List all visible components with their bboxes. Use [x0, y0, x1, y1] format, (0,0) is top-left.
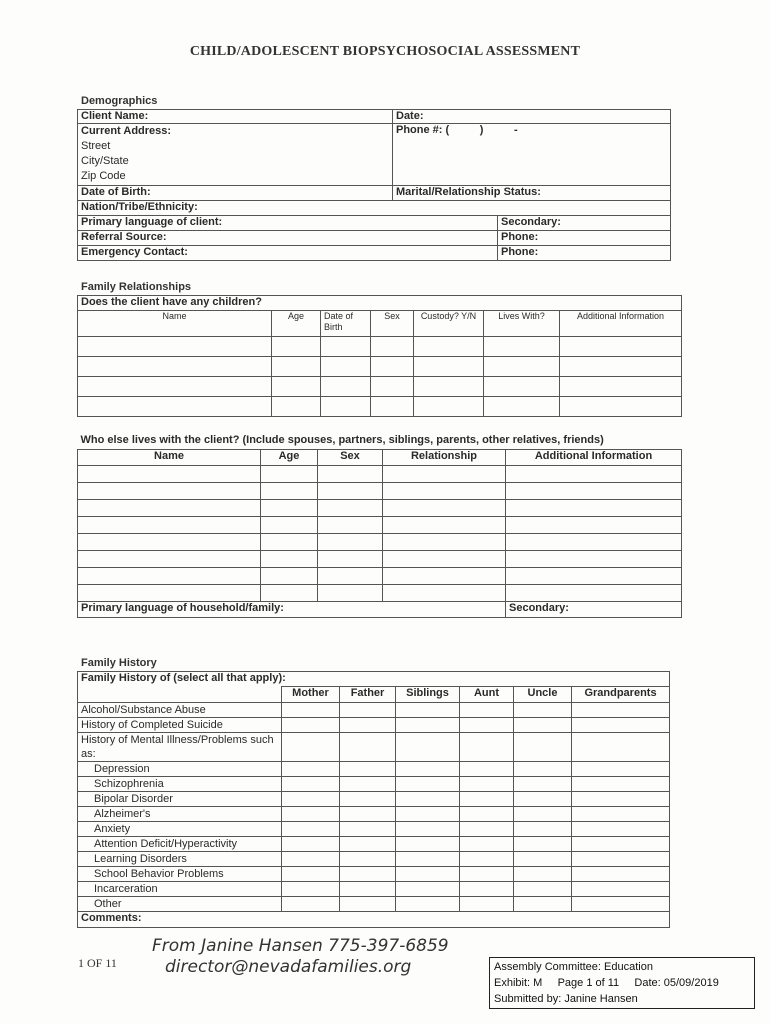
- handwritten-note-line1: From Janine Hansen 775-397-6859: [152, 936, 449, 956]
- table-row[interactable]: [78, 867, 670, 882]
- history-checkbox-cell[interactable]: [514, 897, 572, 912]
- col-mother: Mother: [282, 687, 340, 703]
- table-row[interactable]: [78, 337, 682, 357]
- history-checkbox-cell[interactable]: [460, 822, 514, 837]
- history-checkbox-cell[interactable]: [572, 718, 670, 733]
- history-checkbox-cell[interactable]: [282, 718, 340, 733]
- history-checkbox-cell[interactable]: [572, 882, 670, 897]
- history-checkbox-cell[interactable]: [282, 822, 340, 837]
- history-checkbox-cell[interactable]: [396, 882, 460, 897]
- col-name: Name: [78, 311, 272, 337]
- history-checkbox-cell[interactable]: [460, 852, 514, 867]
- table-row[interactable]: [78, 777, 670, 792]
- household-table: [77, 434, 682, 618]
- current-address-label: Current Address:: [81, 125, 172, 137]
- history-checkbox-cell[interactable]: [396, 762, 460, 777]
- history-checkbox-cell[interactable]: [514, 882, 572, 897]
- city-state-label: City/State: [81, 155, 129, 167]
- history-row-label: Depression: [78, 762, 282, 777]
- history-row-label: Anxiety: [78, 822, 282, 837]
- col-custody: Custody? Y/N: [414, 311, 484, 337]
- table-row[interactable]: [78, 703, 670, 718]
- col-age: Age: [261, 449, 318, 465]
- history-checkbox-cell[interactable]: [514, 762, 572, 777]
- history-checkbox-cell[interactable]: [340, 792, 396, 807]
- history-checkbox-cell[interactable]: [514, 822, 572, 837]
- history-checkbox-cell[interactable]: [282, 777, 340, 792]
- children-header-row: [78, 311, 682, 337]
- history-checkbox-cell[interactable]: [460, 703, 514, 718]
- history-row-label: History of Mental Illness/Problems such as:: [78, 733, 282, 762]
- history-checkbox-cell[interactable]: [514, 837, 572, 852]
- col-father: Father: [340, 687, 396, 703]
- history-checkbox-cell[interactable]: [572, 777, 670, 792]
- family-history-heading: Family History: [81, 657, 157, 669]
- history-checkbox-cell[interactable]: [572, 837, 670, 852]
- household-question: Who else lives with the client? (Include spouses, partners, siblings, parents, other relatives, friends): [78, 434, 682, 449]
- history-checkbox-cell[interactable]: [572, 852, 670, 867]
- history-checkbox-cell[interactable]: [282, 867, 340, 882]
- table-row[interactable]: [78, 882, 670, 897]
- col-additional-info: Additional Information: [560, 311, 682, 337]
- children-question: Does the client have any children?: [78, 296, 682, 311]
- history-checkbox-cell[interactable]: [282, 897, 340, 912]
- history-checkbox-cell[interactable]: [460, 733, 514, 762]
- history-checkbox-cell[interactable]: [340, 762, 396, 777]
- family-history-prompt: Family History of (select all that apply):: [78, 672, 670, 687]
- history-checkbox-cell[interactable]: [514, 807, 572, 822]
- comments-field[interactable]: Comments:: [78, 912, 670, 928]
- history-checkbox-cell[interactable]: [572, 807, 670, 822]
- handwritten-note-line2: director@nevadafamilies.org: [165, 957, 412, 977]
- history-checkbox-cell[interactable]: [340, 807, 396, 822]
- history-checkbox-cell[interactable]: [460, 867, 514, 882]
- history-checkbox-cell[interactable]: [514, 718, 572, 733]
- history-checkbox-cell[interactable]: [396, 777, 460, 792]
- history-checkbox-cell[interactable]: [396, 792, 460, 807]
- history-checkbox-cell[interactable]: [572, 792, 670, 807]
- history-checkbox-cell[interactable]: [572, 762, 670, 777]
- col-age: Age: [272, 311, 321, 337]
- emergency-contact-field[interactable]: Emergency Contact:: [78, 246, 498, 261]
- table-row[interactable]: [78, 762, 670, 777]
- phone-field[interactable]: Phone #: ( ) -: [393, 124, 671, 186]
- history-row-label: History of Completed Suicide: [78, 718, 282, 733]
- table-row[interactable]: [78, 533, 682, 550]
- col-sex: Sex: [371, 311, 414, 337]
- dob-field[interactable]: Date of Birth:: [78, 186, 393, 201]
- history-checkbox-cell[interactable]: [340, 837, 396, 852]
- history-checkbox-cell[interactable]: [514, 852, 572, 867]
- history-checkbox-cell[interactable]: [282, 733, 340, 762]
- table-row[interactable]: [78, 733, 670, 762]
- secondary-language-field[interactable]: Secondary:: [498, 216, 671, 231]
- history-checkbox-cell[interactable]: [514, 867, 572, 882]
- history-row-label: Bipolar Disorder: [78, 792, 282, 807]
- col-relationship: Relationship: [383, 449, 506, 465]
- children-table: [77, 295, 682, 417]
- history-row-label: Learning Disorders: [78, 852, 282, 867]
- history-checkbox-cell[interactable]: [396, 807, 460, 822]
- referral-field[interactable]: Referral Source:: [78, 231, 498, 246]
- history-checkbox-cell[interactable]: [340, 882, 396, 897]
- table-row[interactable]: [78, 357, 682, 377]
- history-checkbox-cell[interactable]: [460, 762, 514, 777]
- history-checkbox-cell[interactable]: [396, 703, 460, 718]
- client-name-field[interactable]: Client Name:: [78, 110, 393, 124]
- history-row-label: Other: [78, 897, 282, 912]
- history-checkbox-cell[interactable]: [572, 703, 670, 718]
- zip-label: Zip Code: [81, 170, 126, 182]
- family-relationships-heading: Family Relationships: [81, 281, 192, 293]
- history-checkbox-cell[interactable]: [514, 792, 572, 807]
- col-grandparents: Grandparents: [572, 687, 670, 703]
- history-checkbox-cell[interactable]: [572, 822, 670, 837]
- family-history-header-row: [78, 687, 670, 703]
- table-row[interactable]: [78, 837, 670, 852]
- document-title: CHILD/ADOLESCENT BIOPSYCHOSOCIAL ASSESSMENT: [189, 44, 581, 59]
- history-checkbox-cell[interactable]: [396, 718, 460, 733]
- table-row[interactable]: [78, 897, 670, 912]
- history-checkbox-cell[interactable]: [396, 837, 460, 852]
- history-checkbox-cell[interactable]: [282, 882, 340, 897]
- primary-language-field[interactable]: Primary language of client:: [78, 216, 498, 231]
- history-checkbox-cell[interactable]: [514, 703, 572, 718]
- col-name: Name: [78, 449, 261, 465]
- table-row[interactable]: [78, 465, 682, 482]
- history-checkbox-cell[interactable]: [340, 867, 396, 882]
- household-language-field[interactable]: Primary language of household/family:: [78, 601, 506, 617]
- col-uncle: Uncle: [514, 687, 572, 703]
- table-row[interactable]: [78, 397, 682, 417]
- stamp-submitted: Submitted by: Janine Hansen: [494, 993, 638, 1005]
- history-checkbox-cell[interactable]: [340, 703, 396, 718]
- history-checkbox-cell[interactable]: [340, 852, 396, 867]
- history-checkbox-cell[interactable]: [282, 807, 340, 822]
- table-row[interactable]: [78, 567, 682, 584]
- history-checkbox-cell[interactable]: [572, 897, 670, 912]
- history-checkbox-cell[interactable]: [340, 897, 396, 912]
- history-checkbox-cell[interactable]: [396, 822, 460, 837]
- table-row[interactable]: [78, 852, 670, 867]
- household-secondary-field[interactable]: Secondary:: [506, 601, 682, 617]
- table-row[interactable]: [78, 584, 682, 601]
- history-checkbox-cell[interactable]: [460, 792, 514, 807]
- table-row[interactable]: [78, 807, 670, 822]
- col-additional-info: Additional Information: [506, 449, 682, 465]
- emergency-phone-field[interactable]: Phone:: [498, 246, 671, 261]
- history-checkbox-cell[interactable]: [396, 867, 460, 882]
- marital-status-field[interactable]: Marital/Relationship Status:: [393, 186, 671, 201]
- history-checkbox-cell[interactable]: [340, 733, 396, 762]
- history-row-label: Incarceration: [78, 882, 282, 897]
- history-checkbox-cell[interactable]: [460, 837, 514, 852]
- date-field[interactable]: Date:: [393, 110, 671, 124]
- table-row[interactable]: [78, 792, 670, 807]
- col-sex: Sex: [318, 449, 383, 465]
- history-checkbox-cell[interactable]: [460, 897, 514, 912]
- history-row-label: Schizophrenia: [78, 777, 282, 792]
- col-siblings: Siblings: [396, 687, 460, 703]
- col-lives-with: Lives With?: [484, 311, 560, 337]
- history-checkbox-cell[interactable]: [340, 822, 396, 837]
- table-row[interactable]: [78, 377, 682, 397]
- history-checkbox-cell[interactable]: [460, 777, 514, 792]
- history-checkbox-cell[interactable]: [460, 718, 514, 733]
- table-row[interactable]: [78, 499, 682, 516]
- history-row-label: Attention Deficit/Hyperactivity: [78, 837, 282, 852]
- history-row-label: Alcohol/Substance Abuse: [78, 703, 282, 718]
- stamp-committee: Assembly Committee: Education: [494, 961, 653, 973]
- street-label: Street: [81, 140, 111, 152]
- demographics-table: [77, 109, 671, 261]
- history-checkbox-cell[interactable]: [396, 852, 460, 867]
- demographics-heading: Demographics: [81, 95, 158, 107]
- table-row[interactable]: [78, 482, 682, 499]
- history-checkbox-cell[interactable]: [282, 837, 340, 852]
- page-number: 1 OF 11: [78, 956, 117, 970]
- stamp-exhibit: Exhibit: M Page 1 of 11 Date: 05/09/2019: [494, 977, 719, 989]
- history-checkbox-cell[interactable]: [460, 807, 514, 822]
- col-dob: Date of Birth: [321, 311, 371, 337]
- exhibit-stamp: [489, 957, 755, 1009]
- household-header-row: [78, 449, 682, 465]
- history-row-label: Alzheimer's: [78, 807, 282, 822]
- history-checkbox-cell[interactable]: [340, 777, 396, 792]
- history-checkbox-cell[interactable]: [572, 733, 670, 762]
- address-field[interactable]: [78, 124, 393, 186]
- history-checkbox-cell[interactable]: [396, 897, 460, 912]
- table-row[interactable]: [78, 822, 670, 837]
- history-checkbox-cell[interactable]: [282, 762, 340, 777]
- history-checkbox-cell[interactable]: [282, 703, 340, 718]
- history-checkbox-cell[interactable]: [396, 733, 460, 762]
- referral-phone-field[interactable]: Phone:: [498, 231, 671, 246]
- table-row[interactable]: [78, 516, 682, 533]
- history-checkbox-cell[interactable]: [514, 777, 572, 792]
- history-checkbox-cell[interactable]: [460, 882, 514, 897]
- nation-field[interactable]: Nation/Tribe/Ethnicity:: [78, 201, 671, 216]
- table-row[interactable]: [78, 550, 682, 567]
- table-row[interactable]: [78, 718, 670, 733]
- history-checkbox-cell[interactable]: [340, 718, 396, 733]
- history-checkbox-cell[interactable]: [282, 792, 340, 807]
- history-checkbox-cell[interactable]: [282, 852, 340, 867]
- history-checkbox-cell[interactable]: [514, 733, 572, 762]
- history-row-label: School Behavior Problems: [78, 867, 282, 882]
- col-aunt: Aunt: [460, 687, 514, 703]
- family-history-table: [77, 671, 670, 928]
- history-checkbox-cell[interactable]: [572, 867, 670, 882]
